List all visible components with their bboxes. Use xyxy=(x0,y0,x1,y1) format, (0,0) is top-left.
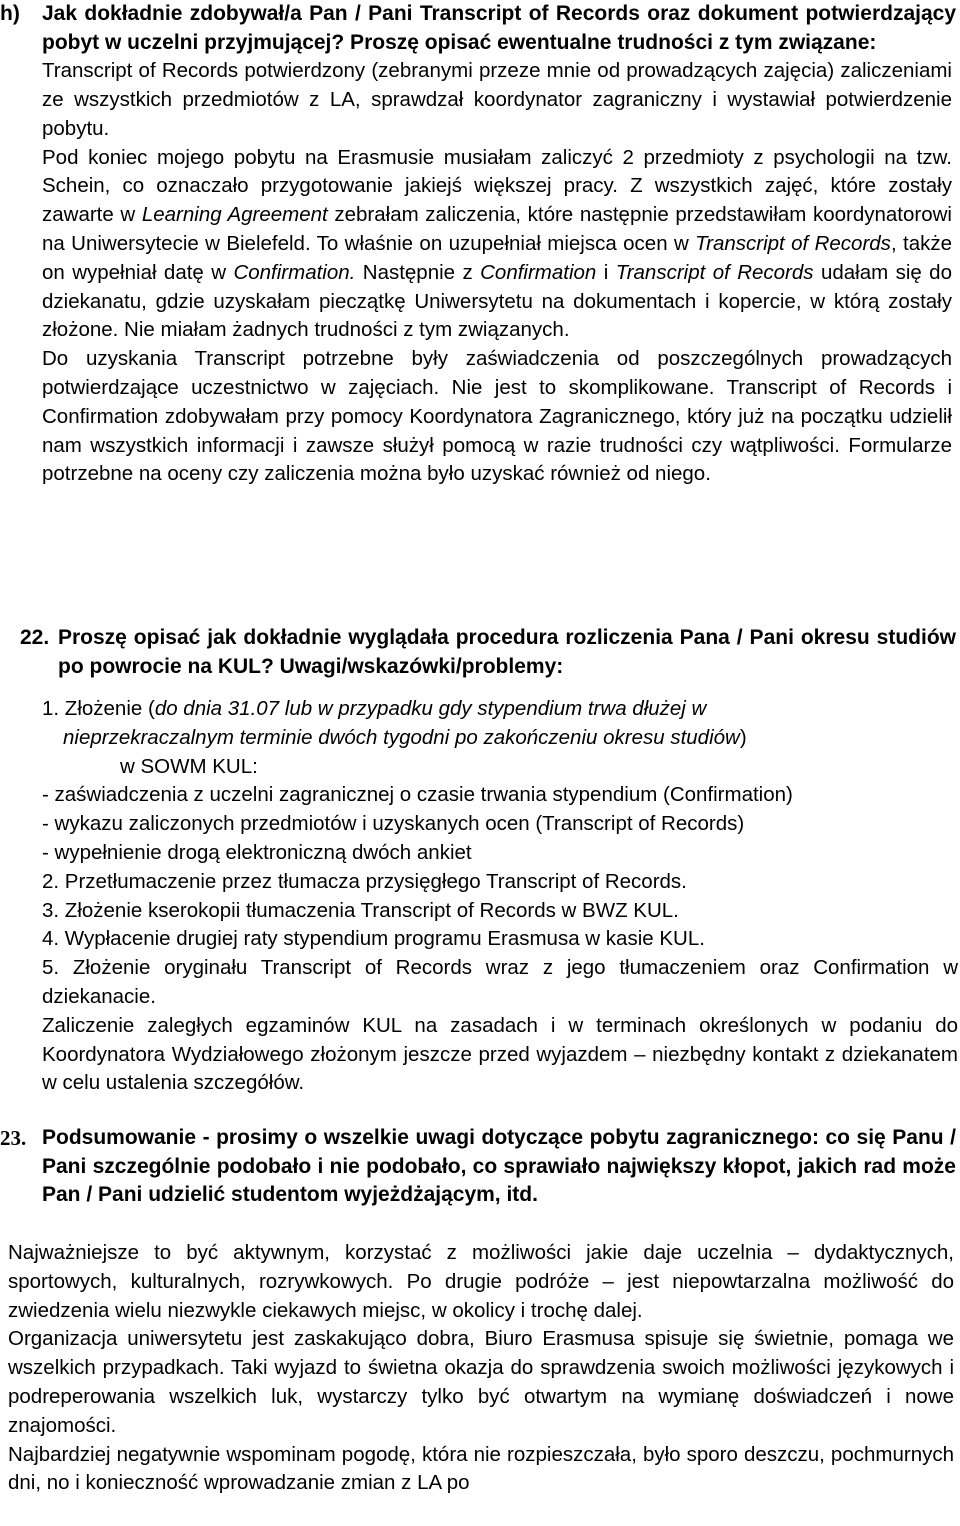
summary-paragraph-2: Organizacja uniwersytetu jest zaskakująco dobra, Biuro Erasmusa spisuje się świetnie, pomaga we wszelkich przypadkach. Taki wyjazd to świetna okazja do sprawdzenia swoich możliwości językowych i podreperowania wszelkich luk, wystarczy tylko być otwartym na wymianę doświadczeń i nowe znajomości. xyxy=(8,1327,954,1437)
text-run: udałam się do dziekanatu, gdzie uzyskałam pieczątkę Uniwersytetu na dokumentach i kopercie, w którą zostały złożone. Nie miałam żadnych trudności z tym związanych. xyxy=(42,260,952,342)
dash-item-2: - wykazu zaliczonych przedmiotów i uzyskanych ocen (Transcript of Records) xyxy=(42,812,745,836)
text-run: Pod koniec mojego pobytu na Erasmusie musiałam zaliczyć 2 przedmioty z psychologii na tzw. Schein, co oznaczało przygotowanie jakiejś większej pracy. Z wszystkich zajęć, które zostały zawarte w xyxy=(42,145,952,227)
question-23-number: 23. xyxy=(0,1126,27,1150)
section-h-paragraph-1: Transcript of Records potwierdzony (zebranymi przeze mnie od prowadzących zajęcia) zaliczeniami ze wszystkich przedmiotów z LA, sprawdzał koordynator zagraniczny i wystawiał potwierdzenie pobytu. xyxy=(42,59,952,140)
note-paragraph: Zaliczenie zaległych egzaminów KUL na zasadach i w terminach określonych w podaniu do Koordynatora Wydziałowego złożonym jeszcze przed wyjazdem – niezbędny kontakt z dziekanatem w celu ustalenia szczegółów. xyxy=(42,1013,958,1095)
question-22-heading-row xyxy=(0,624,956,681)
dash-item-1: - zaświadczenia z uczelni zagranicznej o czasie trwania stypendium (Confirmation) xyxy=(42,783,793,807)
section-h-paragraph-3: Do uzyskania Transcript potrzebne były zaświadczenia od poszczególnych prowadzących potwierdzające uczestnictwo w zajęciach. Nie jest to skomplikowane. Transcript of Records i Confirmation zdobywałam przy pomocy Koordynatora Zagranicznego, który już na początku udzielił nam wszystkich informacji i zawsze służył pomocą w razie trudności czy wątpliwości. Formularze potrzebne na oceny czy zaliczenia można było uzyskać również od niego. xyxy=(42,347,952,486)
section-h xyxy=(0,0,956,489)
text-run: ) xyxy=(739,725,747,749)
italic-term: do dnia 31.07 lub w przypadku gdy stypendium trwa dłużej w xyxy=(154,697,707,720)
text-run: 1. Złożenie ( xyxy=(42,697,155,720)
section-h-label: h) xyxy=(0,2,20,25)
list-item-1 xyxy=(0,695,958,724)
italic-term: Confirmation. xyxy=(233,260,356,284)
list-item-4: 4. Wypłacenie drugiej raty stypendium programu Erasmusa w kasie KUL. xyxy=(42,927,705,951)
list-item-1-location: w SOWM KUL: xyxy=(120,754,258,778)
text-run: zebrałam zaliczenia, które następnie przedstawiłam koordynatorowi na Uniwersytecie w Bielefeld. To właśnie on uzupełniał miejsca ocen w xyxy=(42,203,952,255)
section-h-paragraph-2 xyxy=(0,144,956,346)
list-item-2: 2. Przetłumaczenie przez tłumacza przysięgłego Transcript of Records. xyxy=(42,869,687,893)
section-h-heading: Jak dokładnie zdobywał/a Pan / Pani Transcript of Records oraz dokument potwierdzający pobyt w uczelni przyjmującej? Proszę opisać ewentualne trudności z tym związane: xyxy=(42,2,956,54)
question-22-heading: Proszę opisać jak dokładnie wyglądała procedura rozliczenia Pana / Pani okresu studiów po powrocie na KUL? Uwagi/wskazówki/problemy: xyxy=(58,626,956,678)
summary-paragraph-1: Najważniejsze to być aktywnym, korzystać z możliwości jakie daje uczelnia – dydaktycznych, sportowych, kulturalnych, rozrywkowych. Po drugie podróże – jest niepowtarzalna możliwość do zwiedzenia wielu niezwykle ciekawych miejsc, w okolicy i trochę dalej. xyxy=(8,1241,954,1322)
question-23-answer xyxy=(0,1239,958,1498)
list-item-3: 3. Złożenie kserokopii tłumaczenia Transcript of Records w BWZ KUL. xyxy=(42,898,679,922)
italic-term: Transcript of Records xyxy=(695,231,891,255)
list-item-1-continued xyxy=(0,724,958,753)
question-23 xyxy=(0,1124,956,1210)
question-22-answer xyxy=(0,695,958,1098)
list-item-5: 5. Złożenie oryginału Transcript of Records wraz z jego tłumaczeniem oraz Confirmation w dziekanacie. xyxy=(42,956,958,1008)
question-23-heading-row xyxy=(0,1124,956,1210)
italic-term: nieprzekraczalnym terminie dwóch tygodni po zakończeniu okresu studiów xyxy=(63,725,740,749)
text-run: i xyxy=(596,260,616,284)
italic-term: Transcript of Records xyxy=(615,260,814,284)
italic-term: Confirmation xyxy=(480,260,597,284)
question-23-heading: Podsumowanie - prosimy o wszelkie uwagi dotyczące pobytu zagranicznego: co się Panu / Pani szczególnie podobało i nie podobało, co sprawiało największy kłopot, jakich rad może Pan / Pani udzielić studentom wyjeżdżającym, itd. xyxy=(42,1126,956,1207)
section-h-heading-row xyxy=(0,0,956,57)
italic-term: Learning Agreement xyxy=(141,203,328,227)
question-22-number: 22. xyxy=(20,626,50,649)
summary-paragraph-3: Najbardziej negatywnie wspominam pogodę, która nie rozpieszczała, było sporo deszczu, pochmurnych dni, no i konieczność wprowadzanie zmian z LA po xyxy=(8,1442,954,1495)
text-run: Następnie z xyxy=(355,260,481,284)
question-22 xyxy=(0,624,956,681)
dash-item-3: - wypełnienie drogą elektroniczną dwóch ankiet xyxy=(42,840,472,864)
text-run: , także on wypełniał datę w xyxy=(42,231,953,284)
